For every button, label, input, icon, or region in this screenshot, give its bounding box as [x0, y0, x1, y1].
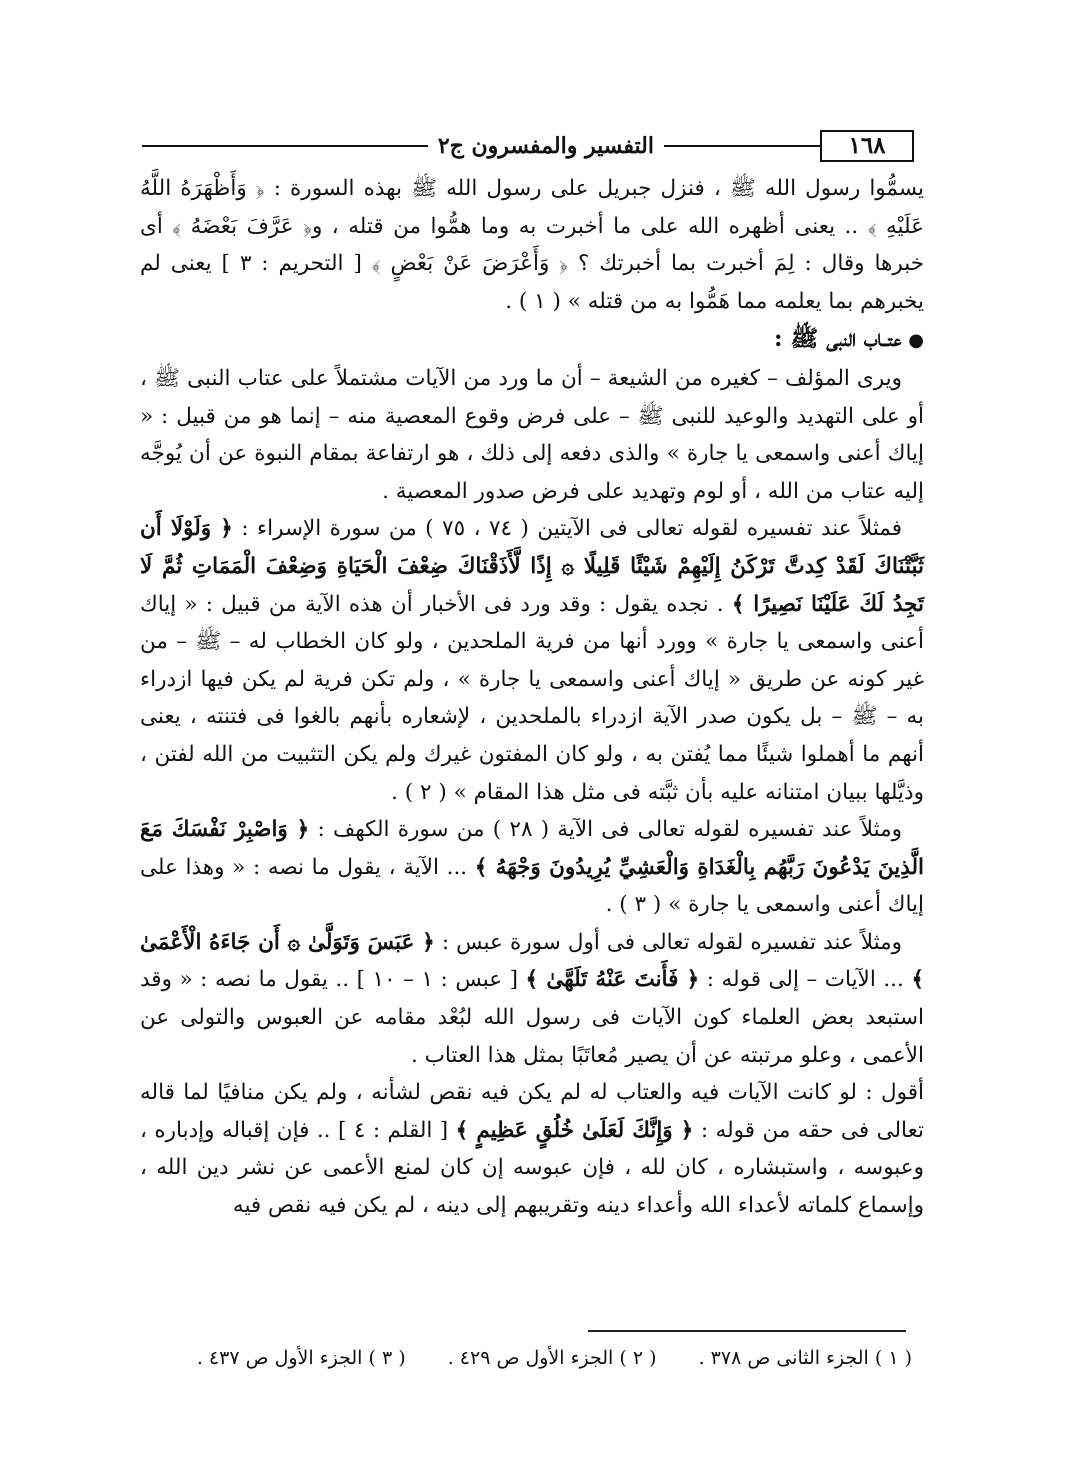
- paragraph-2: ويرى المؤلف – كغيره من الشيعة – أن ما ورد من الآيات مشتملاً على عتاب النبى ﷺ ، أو على التهديد والوعيد للنبى ﷺ – على فرض وقوع المعصية منه – إنما هو من قبيل : « إياك أعنى واسمعى يا جارة » والذى دفعه إلى ذلك ، هو ارتفاعة بمقام النبوة عن أن يُوجَّه إليه عتاب من الله ، أو لوم وتهديد على فرض صدور المعصية .: [140, 365, 924, 504]
- section-heading: [140, 320, 924, 360]
- paragraph-1: يسمُّوا رسول الله ﷺ ، فنزل جبريل على رسول الله ﷺ بهذه السورة : ﴿ وَأَظْهَرَهُ اللَّهُ عَلَيْهِ ﴾ .. يعنى أظهره الله على ما أخبرت به وما همُّوا من قتله ، و﴿ عَرَّفَ بَعْضَهُ ﴾ أى خبرها وقال : لِمَ أخبرت بما أخبرتك ؟ ﴿ وَأَعْرَضَ عَنْ بَعْضٍ ﴾ [ التحريم : ٣ ] يعنى لم يخبرهم بما يعلمه مما هَمُّوا به من قتله » ( ١ ) .: [140, 176, 924, 314]
- page-number: ١٦٨: [820, 130, 914, 162]
- p6-text-b: [ القلم : ٤ ] .. فإن إقباله وإدباره ، وعبوسه ، واستبشاره ، كان لله ، فإن عبوسه إن كان لمنع الأعمى عن نشر دين الله ، وإسماع كلماته لأعداء الله وأعداء دينه وتقريبهم إلى دينه ، لم يكن فيه نقص فيه: [140, 1117, 924, 1219]
- quran-quote-abasa-2: ﴿ فَأَنتَ عَنْهُ تَلَهَّىٰ ﴾: [525, 967, 700, 993]
- footnote-2: ( ٢ ) الجزء الأول ص ٤٢٩ .: [447, 1347, 657, 1369]
- paragraph-5: [140, 924, 924, 1074]
- p3-text-b: . نجده يقول : وقد ورد فى الأخبار أن هذه الآية من قبيل : « إياك أعنى واسمعى يا جارة » وورد أنها من فرية الملحدين ، ولو كان الخطاب له – ﷺ – من غير كونه عن طريق « إياك أعنى واسمعى يا جارة » ، ولم تكن فرية لم يكن فيها ازدراء به – ﷺ – بل يكون صدر الآية ازدراء بالملحدين ، لإشعاره بأنهم بالغوا فى فتنته ، يعنى أنهم ما أهملوا شيئًا مما يُفتن به ، ولو كان المفتون غيرك ولم يكن التثبيت من الله لفتن ، وذيَّلها ببيان امتنانه عليه بأن ثبَّته فى مثل هذا المقام » ( ٢ ) .: [140, 591, 924, 805]
- bullet-icon: ●: [908, 330, 924, 352]
- footnotes: [140, 1344, 912, 1372]
- quran-quote-qalam: ﴿ وَإِنَّكَ لَعَلَىٰ خُلُقٍ عَظِيمٍ ﴾: [455, 1117, 694, 1143]
- p5-text-c: [ عبس : ١ – ١٠ ] .. يقول ما نصه : « وقد استبعد بعض العلماء كون الآيات فى رسول الله لبُعْد مقامه عن العبوس والتولى عن الأعمى ، وعلو مرتبته عن أن يصير مُعاتَبًا بمثل هذا العتاب .: [140, 967, 924, 1068]
- footnote-1: ( ١ ) الجزء الثانى ص ٣٧٨ .: [698, 1347, 912, 1369]
- p4-text-b: ... الآية ، يقول ما نصه : « وهذا على إياك أعنى واسمعى يا جارة » ( ٣ ) .: [140, 854, 924, 918]
- paragraph-6: [140, 1074, 924, 1224]
- p4-text-a: ومثلاً عند تفسيره لقوله تعالى فى الآية ( ٢٨ ) من سورة الكهف :: [317, 817, 902, 843]
- footnote-3: ( ٣ ) الجزء الأول ص ٤٣٧ .: [196, 1347, 406, 1369]
- footnote-separator: [588, 1330, 906, 1332]
- p5-text-a: ومثلاً عند تفسيره لقوله تعالى فى أول سورة عبس :: [441, 929, 902, 955]
- quran-quote-kahf: ﴿ وَاصْبِرْ نَفْسَكَ مَعَ الَّذِينَ يَدْعُونَ رَبَّهُم بِالْغَدَاةِ وَالْعَشِيِّ يُرِيدُونَ وَجْهَهُ ﴾: [140, 817, 924, 880]
- paragraph-3: [140, 510, 924, 811]
- p3-text-a: فمثلاً عند تفسيره لقوله تعالى فى الآيتين ( ٧٤ ، ٧٥ ) من سورة الإسراء :: [241, 516, 903, 542]
- quran-quote-abasa-1: ﴿ عَبَسَ وَتَوَلَّىٰ ۞ أَن جَاءَهُ الْأَعْمَىٰ ﴾: [140, 929, 924, 993]
- p6-text-a: أقول : لو كانت الآيات فيه والعتاب له لم يكن فيه نقص لشأنه ، ولم يكن منافيًا لما قاله تعالى فى حقه من قوله :: [140, 1080, 924, 1143]
- paragraph-4: [140, 811, 924, 924]
- p5-text-b: ... الآيات – إلى قوله :: [706, 967, 904, 993]
- running-title: التفسير والمفسرون ج٢: [428, 128, 664, 164]
- main-text: [140, 170, 924, 1225]
- running-header: [142, 128, 914, 166]
- quran-quote-isra: ﴿ وَلَوْلَا أَن ثَبَّتْنَاكَ لَقَدْ كِدتَّ تَرْكَنُ إِلَيْهِمْ شَيْئًا قَلِيلًا ۞ إِذًا لَّأَذَقْنَاكَ ضِعْفَ الْحَيَاةِ وَضِعْفَ الْمَمَاتِ ثُمَّ لَا تَجِدُ لَكَ عَلَيْنَا نَصِيرًا ﴾: [140, 516, 925, 617]
- heading-text: عتــاب النبى ﷺ :: [773, 325, 902, 353]
